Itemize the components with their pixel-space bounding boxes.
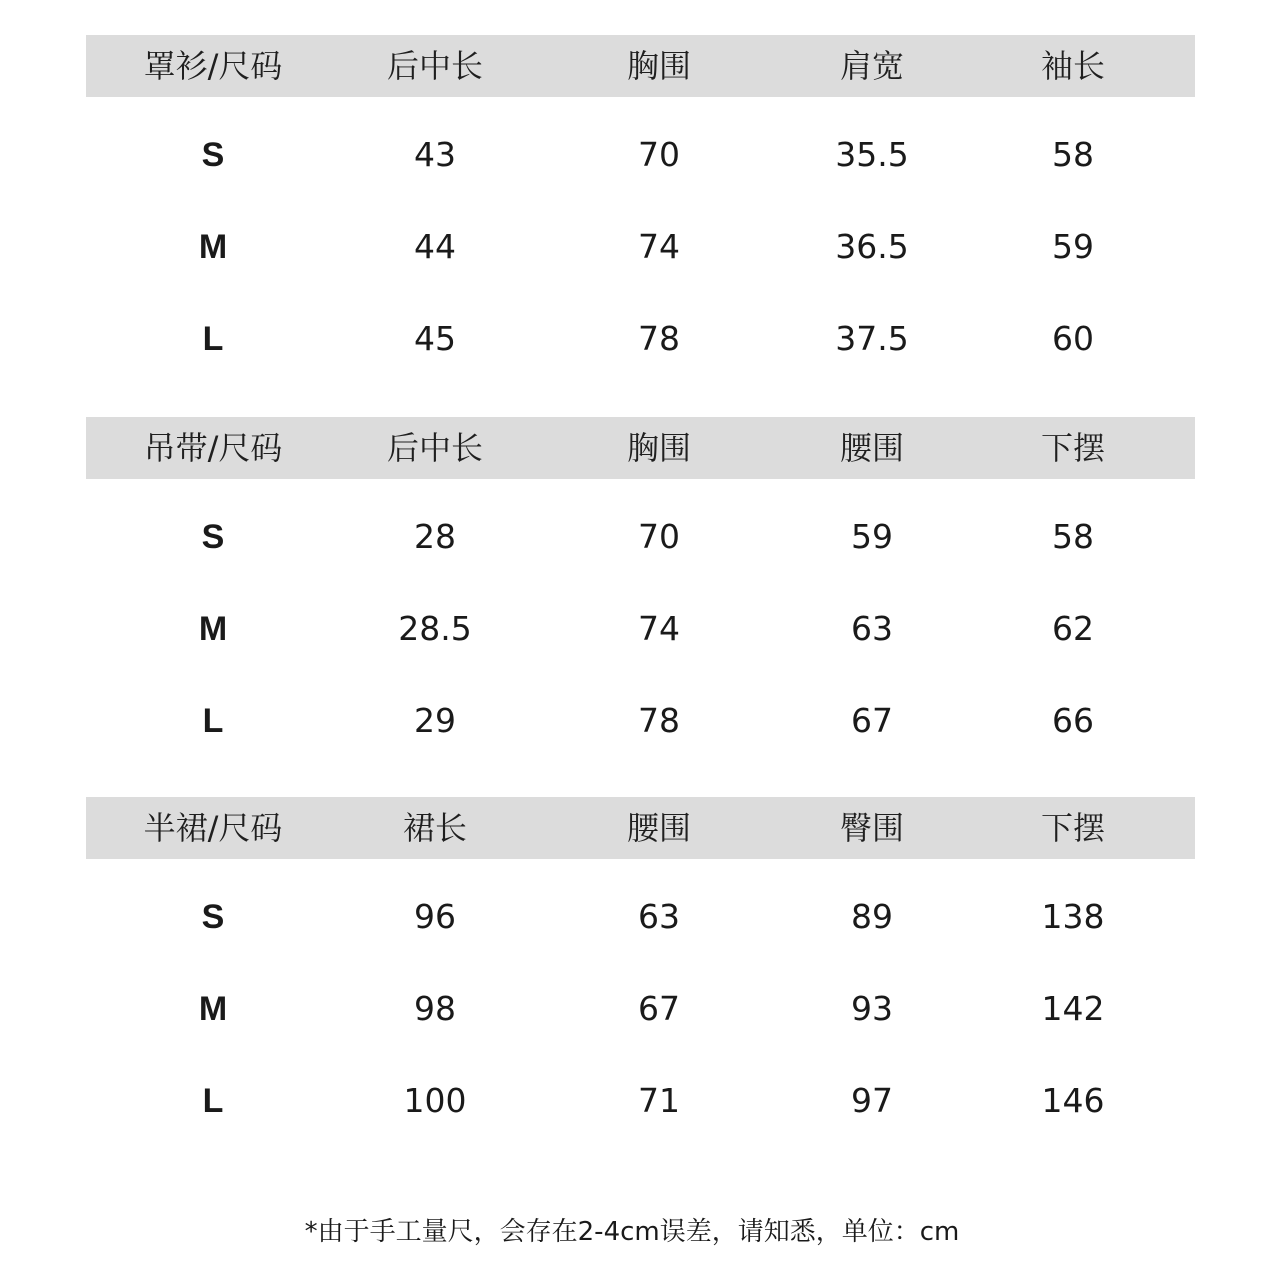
size-label: S [201, 898, 225, 936]
table-row [86, 189, 1195, 281]
table-cell: 43 [414, 135, 456, 174]
table-row [86, 571, 1195, 663]
header-cell: 下摆 [1040, 429, 1106, 467]
size-label: S [201, 136, 225, 174]
table-row [86, 859, 1195, 951]
size-label: L [202, 1082, 224, 1120]
table-cell: 67 [851, 701, 893, 740]
table-cell: 74 [638, 227, 680, 266]
header-cell: 后中长 [386, 47, 484, 85]
table-cell: 96 [414, 897, 456, 936]
size-table-blouse [86, 35, 1195, 373]
table-cell: 70 [638, 517, 680, 556]
table-cell: 29 [414, 701, 456, 740]
table-cell: 74 [638, 609, 680, 648]
table-cell: 60 [1052, 319, 1094, 358]
header-cell: 裙长 [402, 809, 468, 847]
size-label: L [202, 702, 224, 740]
table-cell: 78 [638, 319, 680, 358]
size-label: S [201, 518, 225, 556]
table-cell: 142 [1041, 989, 1105, 1028]
table-cell: 146 [1041, 1081, 1105, 1120]
table-cell: 59 [1052, 227, 1094, 266]
table-cell: 138 [1041, 897, 1105, 936]
table-cell: 78 [638, 701, 680, 740]
table-row [86, 1043, 1195, 1135]
table-cell: 71 [638, 1081, 680, 1120]
table-cell: 62 [1052, 609, 1094, 648]
header-cell: 罩衫/尺码 [143, 47, 283, 85]
header-cell: 腰围 [839, 429, 905, 467]
header-cell: 下摆 [1040, 809, 1106, 847]
table-cell: 67 [638, 989, 680, 1028]
table-cell: 93 [851, 989, 893, 1028]
size-label: M [198, 990, 228, 1028]
table-row [86, 97, 1195, 189]
table-row [86, 281, 1195, 373]
header-cell: 袖长 [1040, 47, 1106, 85]
table-cell: 66 [1052, 701, 1094, 740]
table-cell: 45 [414, 319, 456, 358]
table-cell: 70 [638, 135, 680, 174]
size-table-camisole [86, 417, 1195, 755]
header-cell: 吊带/尺码 [143, 429, 283, 467]
table-cell: 100 [403, 1081, 467, 1120]
size-label: M [198, 228, 228, 266]
table-cell: 63 [638, 897, 680, 936]
table-cell: 35.5 [835, 135, 909, 174]
measurement-footnote: *由于手工量尺，会存在2-4cm误差，请知悉，单位：cm [304, 1217, 960, 1247]
header-cell: 臀围 [839, 809, 905, 847]
table-cell: 36.5 [835, 227, 909, 266]
table-row [86, 663, 1195, 755]
table-cell: 59 [851, 517, 893, 556]
header-cell: 肩宽 [839, 47, 905, 85]
table-header [86, 417, 1195, 479]
size-label: L [202, 320, 224, 358]
table-row [86, 951, 1195, 1043]
table-cell: 98 [414, 989, 456, 1028]
table-cell: 58 [1052, 135, 1094, 174]
table-cell: 28.5 [398, 609, 472, 648]
table-row [86, 479, 1195, 571]
size-table-skirt [86, 797, 1195, 1135]
table-header [86, 35, 1195, 97]
table-cell: 97 [851, 1081, 893, 1120]
size-label: M [198, 610, 228, 648]
table-header [86, 797, 1195, 859]
header-cell: 胸围 [626, 47, 692, 85]
header-cell: 半裙/尺码 [143, 809, 283, 847]
table-cell: 63 [851, 609, 893, 648]
table-cell: 37.5 [835, 319, 909, 358]
header-cell: 腰围 [626, 809, 692, 847]
header-cell: 后中长 [386, 429, 484, 467]
table-cell: 58 [1052, 517, 1094, 556]
table-cell: 44 [414, 227, 456, 266]
table-cell: 28 [414, 517, 456, 556]
table-cell: 89 [851, 897, 893, 936]
header-cell: 胸围 [626, 429, 692, 467]
